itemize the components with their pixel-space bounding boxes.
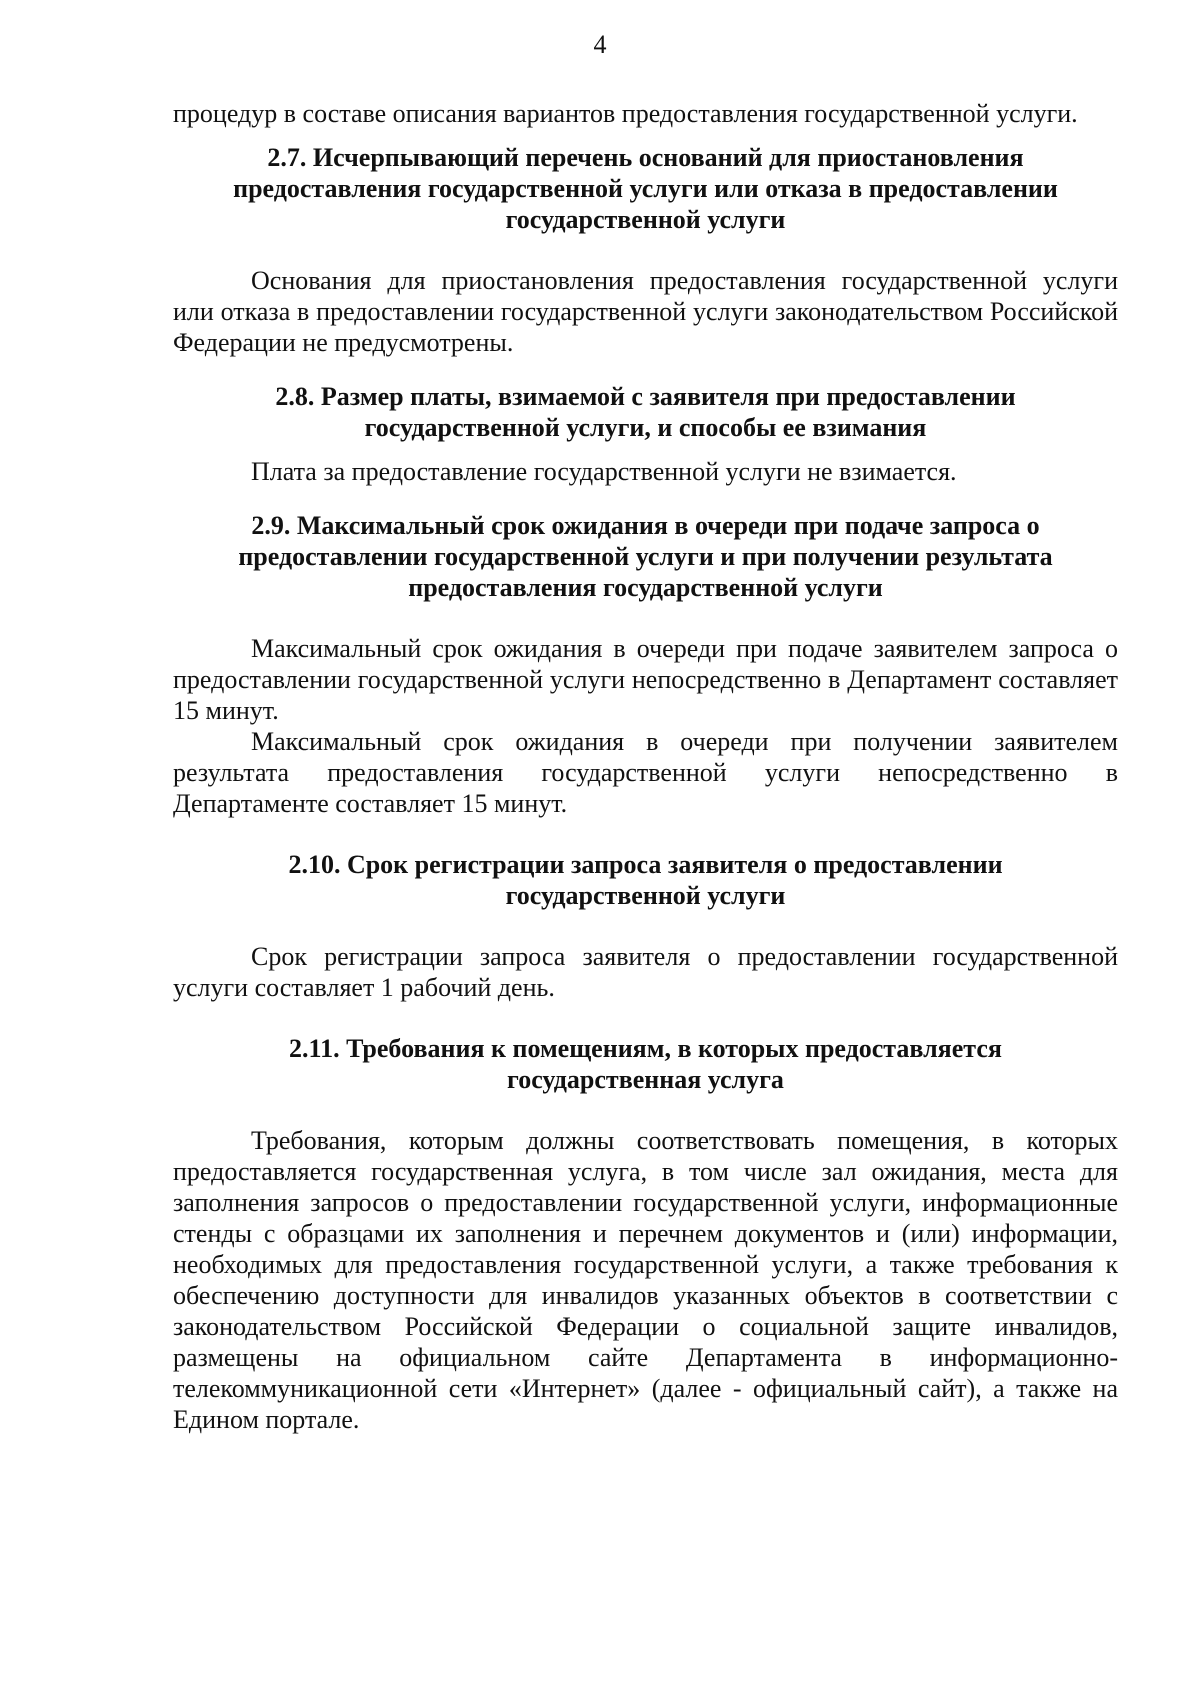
spacer: [173, 358, 1118, 381]
spacer: [173, 487, 1118, 510]
spacer: [173, 1095, 1118, 1125]
section-2-10-paragraph: Срок регистрации запроса заявителя о предоставлении государственной услуги составляет 1 рабочий день.: [173, 942, 1118, 1002]
page-number: 4: [593, 30, 607, 59]
section-2-11-heading: 2.11. Требования к помещениям, в которых предоставляется государственная услуга: [289, 1034, 1002, 1094]
section-2-8-paragraph: Плата за предоставление государственной услуги не взимается.: [251, 457, 957, 486]
spacer: [173, 129, 1118, 142]
document-body: [173, 98, 1118, 1435]
intro-paragraph: процедур в составе описания вариантов предоставления государственной услуги.: [173, 99, 1078, 128]
section-2-10-heading: 2.10. Срок регистрации запроса заявителя о предоставлении государственной услуги: [288, 850, 1003, 910]
spacer: [173, 819, 1118, 849]
spacer: [173, 1003, 1118, 1033]
spacer: [173, 235, 1118, 265]
section-2-9-paragraph-1: Максимальный срок ожидания в очереди при подаче заявителем запроса о предоставлении государственной услуги непосредственно в Департамент составляет 15 минут.: [173, 634, 1118, 725]
spacer: [173, 603, 1118, 633]
section-2-9-paragraph-2: Максимальный срок ожидания в очереди при получении заявителем результата предоставления государственной услуги непосредственно в Департаменте составляет 15 минут.: [173, 727, 1118, 818]
section-2-7-paragraph: Основания для приостановления предоставления государственной услуги или отказа в предоставлении государственной услуги законодательством Российской Федерации не предусмотрены.: [173, 266, 1118, 357]
section-2-8-heading: 2.8. Размер платы, взимаемой с заявителя при предоставлении государственной услуги, и способы ее взимания: [275, 382, 1016, 442]
section-2-7-heading: 2.7. Исчерпывающий перечень оснований для приостановления предоставления государственной услуги или отказа в предоставлении государственной услуги: [233, 143, 1058, 234]
spacer: [173, 443, 1118, 456]
spacer: [173, 911, 1118, 941]
section-2-9-heading: 2.9. Максимальный срок ожидания в очереди при подаче запроса о предоставлении государственной услуги и при получении результата предоставления государственной услуги: [238, 511, 1053, 602]
section-2-11-paragraph: Требования, которым должны соответствовать помещения, в которых предоставляется государственная услуга, в том числе зал ожидания, места для заполнения запросов о предоставлении государственной услуги, информационные стенды с образцами их заполнения и перечнем документов и (или) информации, необходимых для предоставления государственной услуги, а также требования к обеспечению доступности для инвалидов указанных объектов в соответствии с законодательством Российской Федерации о социальной защите инвалидов, размещены на официальном сайте Департамента в информационно-телекоммуникационной сети «Интернет» (далее - официальный сайт), а также на Едином портале.: [173, 1126, 1118, 1434]
